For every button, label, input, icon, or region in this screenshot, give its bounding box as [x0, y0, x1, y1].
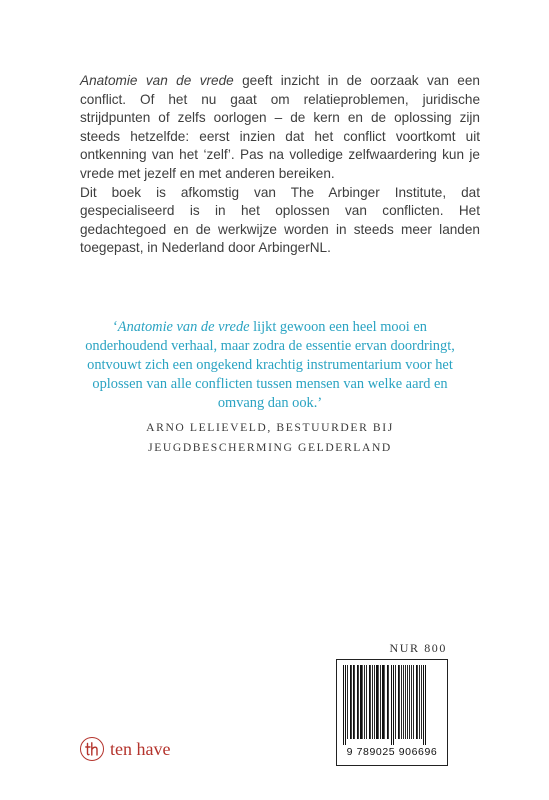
- th-monogram-icon: [80, 737, 104, 761]
- quote-close-mark: ’: [317, 395, 323, 411]
- blurb-paragraph-1-text: geeft inzicht in de oorzaak van een conflict. Of het nu gaat om relatieproblemen, juridische strijdpunten of zelfs oorlogen – de kern en de oplossing zijn steeds hetzelfde: eerst inzien dat het conflict voortkomt uit ontkenning van het ‘zelf’. Pas na volledige zelfwaardering kun je vrede met jezelf en met anderen bereiken.: [80, 73, 480, 181]
- barcode-bars: [343, 665, 441, 745]
- quote-text: lijkt gewoon een heel mooi en onderhoudend verhaal, maar zodra de essentie ervan doordringt, ontvouwt zich een ongekend krachtig instrumentarium voor het oplossen van alle conflicten tussen mensen van welke aard en omvang dan ook.: [85, 319, 455, 411]
- quote-attribution: [80, 418, 460, 458]
- quote-book-title: Anatomie van de vrede: [117, 319, 250, 335]
- isbn-digits: 9 789025 906696: [346, 746, 438, 758]
- blurb-book-title: Anatomie van de vrede: [80, 73, 234, 88]
- attribution-line-1: ARNO LELIEVELD, BESTUURDER BIJ: [146, 421, 394, 434]
- attribution-line-2: JEUGDBESCHERMING GELDERLAND: [148, 441, 392, 454]
- nur-code: NUR 800: [389, 641, 447, 655]
- publisher-name: ten have: [110, 739, 171, 759]
- blurb-paragraph-2: Dit boek is afkomstig van The Arbinger Institute, dat gespecialiseerd is in het oplossen van conflicten. Het gedachtegoed en de werkwijze worden in steeds meer landen toegepast, in Nederland door ArbingerNL.: [80, 184, 480, 256]
- endorsement-quote: [80, 318, 460, 413]
- quote-open-mark: ‘: [113, 319, 118, 335]
- isbn-barcode: [336, 659, 448, 766]
- publisher-logo: [80, 735, 170, 763]
- back-cover-blurb: [80, 72, 480, 258]
- blurb-paragraph-1: [80, 72, 480, 184]
